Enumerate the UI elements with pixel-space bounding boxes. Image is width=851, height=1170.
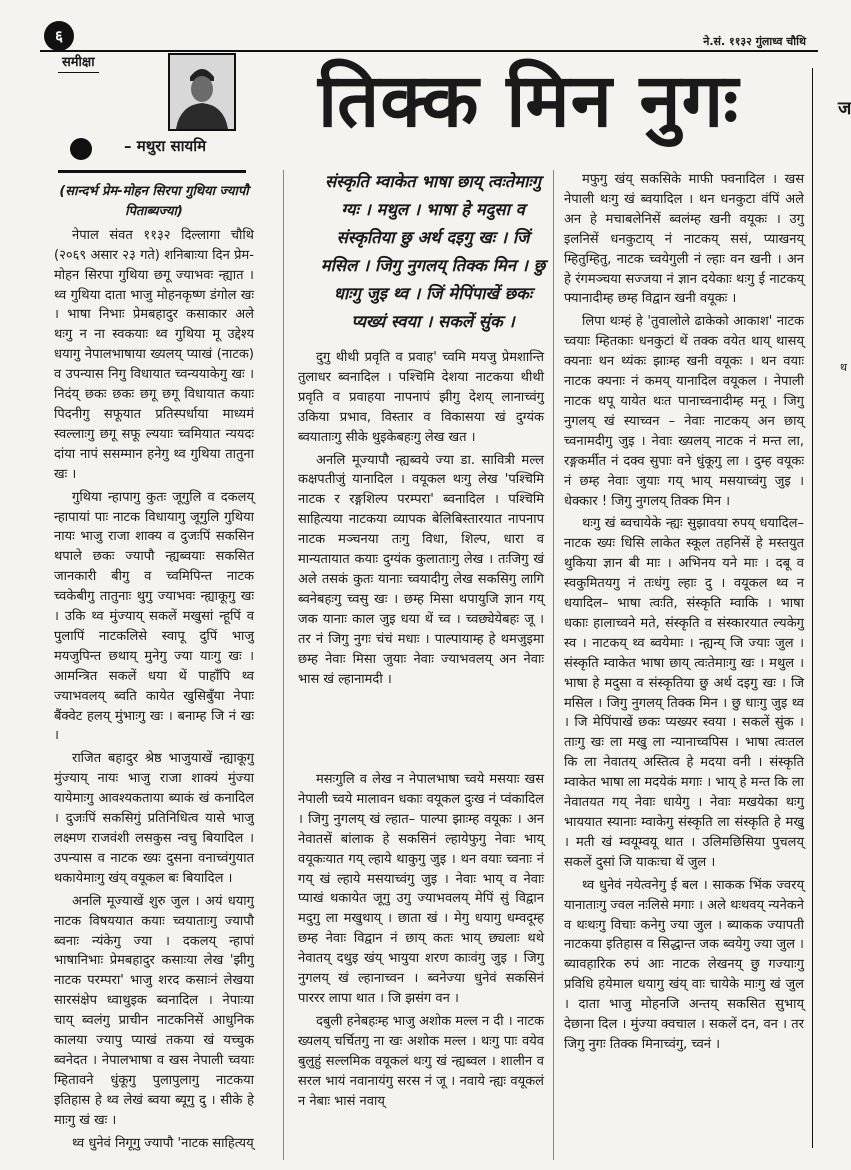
paragraph: लिपा थःम्हं हे 'तुवालोले ढाकेको आकाश' नाटक च्वयाः म्हितकाः धनकुटां थें तक्क वयेत थाय् थासय् क्यनाः थन थ्यंकः झाःम्ह खनी वयूकः । थन वयाः नाटक क्यनाः नं कमय् यानादिल वयूकल । नेपाली नाटक थपू यायेत थःत पानाच्वनादीम्ह मनू । जिगु नुगलय् खं स्याच्वन – नेवाः नाटकय् अन छाय् च्वनामदीगु जुइ । नेवाः ख्यलय् नाटक नं मन्त ला, रङ्गकर्मीत नं दक्व सुपाः वने धुंकूगु ला । दुम्ह वयूकः नं छम्ह नेवाः जुयाः गय् भाय् मसयाच्वंगु जुइ । धेक्कार ! जिगु नुगलय् तिक्क मिन । bbox=[564, 314, 804, 509]
paragraph: अनलि मूज्याखें शुरु जुल । अयं धयागु नाटक विषययात कयाः च्वयाताःगु ज्यापौ ब्वनाः न्यंकेगु ज्या । दकलय् न्हापां भाषानिभाः प्रेमबहादुर कसाःया लेख 'झीगु नाटक परम्परा' भाजु शरद कसाःनं लेखया सारसंक्षेप ध्वाथुइक ब्वनादिल । नेपाःया चाय् ब्वलंगु प्राचीन नाटकनिसें आधुनिक कालया ज्यापु प्याखं तकया खं यच्चुक ब्वनेदत । नेपालभाषा व खस नेपाली च्वयाः म्हितावने धुंकूगु पुलापुलागु नाटकया इतिहास हे थ्व लेखं ब्वया ब्यूगु दु । सीके हे माःगु खं खः । bbox=[54, 893, 254, 1128]
author-portrait-icon bbox=[170, 55, 234, 129]
column-divider bbox=[283, 170, 284, 1160]
paragraph: नेपाल संवत ११३२ दिल्लागा चौथि (२०६९ असार २३ गते) शनिबाःया दिन प्रेम-मोहन सिरपा गुथिया छगू ज्याभवः न्ह्यात । थ्व गुथिया दाता भाजु मोहनकृष्ण डंगोल खः । भाषा निभाः प्रेमबहादुर कसाकार अले थःगु न ना स्वकयाः थ्व गुथिया मू उद्देश्य धयागु नेपालभाषाया ख्यलय् प्याखं (नाटक) व उपन्यास निगु विधायात च्वन्ययाकेगु खः । निदंय् छकः छकः छगू छगू विधायात कयाः पिदनीगु सफूयात प्रतिस्पर्धाया माध्यमं स्वल्लाःगु छगू सफू ल्ययाः च्वमियात न्ययदः दांया नापं ससम्मान हनेगु थ्व गुथिया तातुना खः । bbox=[54, 227, 254, 482]
author-rule bbox=[58, 170, 246, 173]
column-divider bbox=[553, 170, 554, 1160]
headline: तिक्क मिन नुगः bbox=[318, 58, 740, 144]
author-photo bbox=[168, 53, 236, 131]
paragraph: मफुगु खंय् सकसिके माफी फ्वनादिल । खस नेपाली थःगु खं ब्वयादिल । थन धनकुटा वंपिं अले अन हे मचाबलेनिसें ब्वलंम्ह खनी वयूकः । उगु इलनिसें धनकुटाय् नं नाटकय् ससं, प्याखनय् म्हितुम्हितु, नाटक च्वयेगुली नं ल्हाः वन खनी । अन हे रंगमञ्चया सज्जया नं ज्ञान दयेकाः थःगु ई नाटकय् फ्यानादीम्ह छम्ह विद्वान खनी वयूकः । bbox=[564, 172, 804, 307]
section-label: समीक्षा bbox=[58, 50, 99, 73]
column-2-top bbox=[298, 348, 544, 768]
paragraph: गुथिया न्हापागु कुतः जूगुलि व दकलय् न्हापायां पाः नाटक विधायागु जूगुलि गुथिया नायः भाजु राजा शाक्य व दुजःपिं सकसिन थपाले छकः ज्यापौ न्ह्यब्वयाः सकसित जानकारी बीगु व च्वमिपिन्त नाटक च्वकेबीगु तातुनाः थुगु ज्याभवः न्ह्याकूगु खः । उकि थ्व मुंज्याय् सकलें मखुसां न्हूपिं व पुलापिं नाटकलिसे स्वापू दुपिं भाजु मयजुपिन्त छथाय् मुनेगु ज्या याःगु खः । आमन्त्रित सकलें धया थें पाहाँपि थ्व ज्याभवलय् ब्वति कायेत खुसिबुँया नेपाः बैंक्वेट हलय् मुंभाःगु खः । बनाम्ह जि नं खः । bbox=[54, 489, 254, 744]
column-3 bbox=[564, 170, 804, 1160]
issue-date: ने.सं. ११३२ गुंलाध्व चौथि bbox=[703, 35, 806, 48]
paragraph: दुगु थीथी प्रवृति व प्रवाह' च्वमि मयजु प्रेमशान्ति तुलाधर ब्वनादिल । पश्चिमि देशया नाटकया थीथी प्रवृति व प्रवाहया नापनापं झीगु देशय् लानाच्वंगु उकिया प्रभाव, विस्तार व विकासया खं दुग्यंक ब्वयाताःगु सीके थुइकेबहःगु लेख खत । bbox=[298, 350, 544, 445]
paragraph: राजित बहादुर श्रेष्ठ भाजुयाखें न्ह्याकूगु मुंज्याय् नायः भाजु राजा शाक्यं मुंज्या यायेमाःगु आवश्यकताया ब्याकं खं कनादिल । दुजःपिं सकसिगुं प्रतिनिधित्व यासे भाजु लक्ष्मण राजवंशी लसकुस न्वचु बियादिल । उपन्यास व नाटक ख्यः दुसना वनाच्वंगुयात थकायेमाःगु खंय् वयूकल बः बियादिल । bbox=[54, 751, 254, 886]
paragraph: अनलि मूज्यापौ न्ह्यब्वये ज्या डा. सावित्री मल्ल कक्षपतीजुं यानादिल । वयूकल थःगु लेख 'पश्चिमि नाटक र रङ्गशिल्प परम्परा' ब्वनादिल । पश्चिमि साहित्यया नाटकया व्यापक बेलिबिस्तारयात नापनाप नाटक मञ्चनया तःगु विधा, शिल्प, धारा व मान्यतायात कयाः दुग्यंक कुलाताःगु लेख । तःजिगु खं अले तसकं कुतः यानाः च्वयादीगु लेख सकसिगु लागि ब्वनेबहःगु च्वसु खः । छम्ह मिसा थपायुजि ज्ञान गय् जक यानाः काल जुइ धया थें च्व । च्वछ्येयेबहः जू । तर नं जिगु नुगः चंचं मधाः । पाल्पायाम्ह हे थमजुइमा छम्ह नेवाः मिसा जुयाः नेवाः ज्याभवलय् अन नेवाः भास खं ल्हानामदी । bbox=[298, 452, 544, 687]
paragraph: थ्व धुनेवं निगूगु ज्यापौ 'नाटक साहित्यय् bbox=[72, 1135, 254, 1151]
adjacent-column-letter: ज bbox=[838, 98, 851, 119]
adjacent-column-mark: थ bbox=[840, 361, 848, 374]
paragraph: थःगु खं ब्वचायेके न्ह्यः सुझावया रुपय् धयादिल– नाटक ख्यः धिसि लाकेत स्कूल तहनिसें हे मस्तयुत थुकिया ज्ञान बी माः । अभिनय यने माः । दबू व स्वकुमितयगु नं तःधंगु ल्हाः दु । वयूकल थ्व न धयादिल– भाषा त्वःति, संस्कृति म्वाकि । भाषा धकाः हालाच्वने मते, संस्कृति व संस्कारयात ल्यकेगु स्व । नाटकय् थ्व ब्वयेमाः । न्ह्यन्य् जि ज्याः जुल । संस्कृति म्वाकेत भाषा छाय् त्वःतेमाःगु खः । मथुल । भाषा हे मदुसा व संस्कृतिया छु अर्थ दइगु खः । जि मसिल । जिगु नुगलय् तिक्क मिन । छु धाःगु जुइ थ्व । जि मेपिंपाखें छकः प्यख्यर स्वया । सकलें सुंक । ताःगु खः ला मखु ला न्यानाच्वपिस । भाषा त्वःतल कि ला नेवातय् अस्तित्व हे मदया वनी । संस्कृति म्वाकेत भाषा ला मदयेकं मगाः । भाय् हे मन्त कि ला नेवातयत गय् नेवाः धायेगु । नेवाः मखयेका थःगु भाययात स्यानाः म्वाकेगु संस्कृति ला संस्कृति हे मखु । मती खं म्वयूम्वयू थात । उलिमछिसिया पुचलय् सकलें दुसां जि याकःचा थें जुल । bbox=[564, 516, 804, 870]
column-1 bbox=[54, 182, 254, 1151]
author-name: – मथुरा सायमि bbox=[124, 137, 207, 155]
adjacent-column-border bbox=[812, 68, 851, 1148]
paragraph: थ्व धुनेवं नयेत्वनेगु ई बल । साकक भिंक ज्वरय् यानाताःगु ज्वल नःलिसे मगाः । अले थःथवय् न्यनेकने व थःथःगु विचाः कनेगु ज्या जुल । ब्याकक ज्यापती नाटकया इतिहास व सिद्धान्त जक ब्वयेगु ज्या जुल । ब्यावहारिक रुपं आः नाटक लेखनय् छु गज्याःगु प्रविधि हयेमाल धयागु खंय् वाः चायेके माःगु खं जुल । दाता भाजु मोहनजि अन्तय् सकसित सुभाय् देछाना दिल । मुंज्या क्वचाल । सकलें दन, वन । तर जिगु नुगः तिक्क मिनाच्वंगु, च्वनं । bbox=[564, 877, 804, 1052]
column-2 bbox=[298, 770, 544, 1162]
paragraph: मसःगुलि व लेख न नेपालभाषा च्वये मसयाः खस नेपाली च्वये मालावन धकाः वयूकल दुःख नं प्वंकादिल । जिगु नुगलय् खं ल्हात– पाल्पा झाःम्ह वयूकः । अन नेवातसें बांलाक हे सकसिनं ल्हायेफुगु नेवाः भाय् वयूकःयात गय् ल्हाये थाकुगु जुइ । थन वयाः च्वनाः नं गय् खं ल्हाये मसयाच्वंगु जुइ । नेवाः भाय् व नेवाः प्याखं थकायेत जूगु उगु ज्याभवलय् मेपिं सुं विद्वान मदुगु ला मखुथाय् । छाता खं । मेगु धयागु धम्वदूम्ह छम्ह नेवाः विद्वान नं छाय् कतः भाय् छ्यलाः थथे नेवातय् दथुइ खंय् भायुया शरण काःवंगु जुइ । जिगु नुगलय् खं ल्हानाच्वन । ब्वनेज्या धुनेवं सकसिनं पाररर लापा थात । जि झसंग वन । bbox=[298, 772, 544, 1006]
intro-note: (सान्दर्भ प्रेम-मोहन सिरपा गुथिया ज्यापौ पिताब्यज्या) bbox=[59, 184, 249, 219]
pull-quote: संस्कृति म्वाकेत भाषा छाय् त्वःतेमाःगु ग्यः । मथुल । भाषा हे मदुसा व संस्कृतिया छु अर्थ दइगु खः । जिं मसिल । जिगु नुगलय् तिक्क मिन । छु धाःगु जुइ थ्व । जिं मेपिंपाखें छकः प्यख्यं स्वया । सकलें सुंक । bbox=[320, 172, 546, 331]
page-number: ६ bbox=[44, 21, 74, 51]
paragraph: दबुली हनेबहःम्ह भाजु अशोक मल्ल न दी । नाटक ख्यलय् चर्चितगु ना खः अशोक मल्ल । थःगु पाः वयेव बुलुहुं सल्लमिक वयूकलं थःगु खं न्ह्यब्वल । शालीन व सरल भायं नवानायंगु सरस नं जू । नवाये न्ह्यः वयूकलं न नेबाः भासं नवाय् bbox=[298, 1013, 544, 1109]
author-bullet-icon bbox=[70, 138, 92, 160]
top-rule bbox=[40, 50, 818, 52]
